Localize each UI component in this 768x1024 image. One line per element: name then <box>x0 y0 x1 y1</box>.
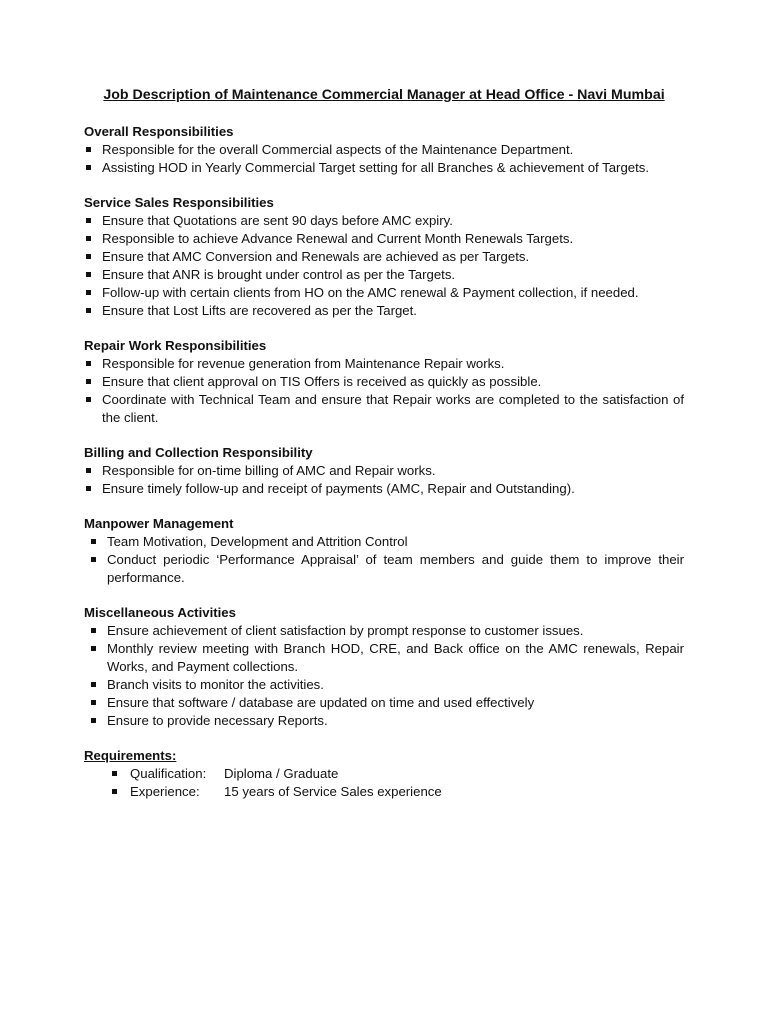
list-item <box>84 622 684 640</box>
list-item-text: Responsible for the overall Commercial aspects of the Maintenance Department. <box>102 142 574 157</box>
list-item <box>84 676 684 694</box>
section-heading: Manpower Management <box>84 516 234 531</box>
list-item-text: Responsible for on-time billing of AMC and Repair works. <box>102 463 436 478</box>
list-item <box>84 640 684 676</box>
list-item-text: Conduct periodic ‘Performance Appraisal’ of team members and guide them to improve their performance. <box>107 552 684 585</box>
square-bullet-icon <box>86 486 91 491</box>
section-heading: Miscellaneous Activities <box>84 605 236 620</box>
square-bullet-icon <box>91 628 96 633</box>
section-heading: Billing and Collection Responsibility <box>84 445 313 460</box>
list-item <box>84 159 684 177</box>
section-heading: Service Sales Responsibilities <box>84 195 274 210</box>
list-item <box>84 141 684 159</box>
list-item <box>84 391 684 427</box>
square-bullet-icon <box>86 308 91 313</box>
bullet-list <box>84 533 684 587</box>
bullet-list <box>84 462 684 498</box>
section-miscellaneous-activities <box>84 604 684 730</box>
square-bullet-icon <box>86 468 91 473</box>
requirement-label: Experience: <box>130 784 200 799</box>
list-item <box>84 694 684 712</box>
list-item-text: Ensure that ANR is brought under control as per the Targets. <box>102 267 456 282</box>
square-bullet-icon <box>86 272 91 277</box>
list-item <box>84 373 684 391</box>
list-item-text: Ensure that client approval on TIS Offers is received as quickly as possible. <box>102 374 542 389</box>
list-item-text: Ensure that software / database are updated on time and used effectively <box>107 695 535 710</box>
section-repair-work-responsibilities <box>84 337 684 427</box>
square-bullet-icon <box>86 254 91 259</box>
square-bullet-icon <box>86 147 91 152</box>
bullet-list <box>84 355 684 427</box>
list-item <box>84 551 684 587</box>
square-bullet-icon <box>86 361 91 366</box>
list-item-text: Assisting HOD in Yearly Commercial Target setting for all Branches & achievement of Targets. <box>102 160 650 175</box>
square-bullet-icon <box>112 789 117 794</box>
bullet-list <box>84 212 684 320</box>
square-bullet-icon <box>112 771 117 776</box>
list-item <box>84 248 684 266</box>
section-overall-responsibilities <box>84 123 684 177</box>
list-item <box>84 355 684 373</box>
list-item-text: Team Motivation, Development and Attrition Control <box>107 534 408 549</box>
square-bullet-icon <box>86 290 91 295</box>
requirement-item <box>108 765 684 783</box>
section-billing-and-collection <box>84 444 684 498</box>
list-item-text: Branch visits to monitor the activities. <box>107 677 324 692</box>
list-item-text: Responsible to achieve Advance Renewal and Current Month Renewals Targets. <box>102 231 574 246</box>
list-item-text: Coordinate with Technical Team and ensure that Repair works are completed to the satisfaction of the client. <box>102 392 684 425</box>
section-service-sales-responsibilities <box>84 194 684 320</box>
square-bullet-icon <box>91 700 96 705</box>
requirement-item <box>108 783 684 801</box>
requirement-label: Qualification: <box>130 766 207 781</box>
square-bullet-icon <box>91 539 96 544</box>
requirement-value: 15 years of Service Sales experience <box>224 784 442 799</box>
list-item <box>84 230 684 248</box>
square-bullet-icon <box>86 218 91 223</box>
list-item <box>84 533 684 551</box>
list-item-text: Follow-up with certain clients from HO on the AMC renewal & Payment collection, if needed. <box>102 285 639 300</box>
square-bullet-icon <box>86 236 91 241</box>
list-item-text: Ensure to provide necessary Reports. <box>107 713 328 728</box>
bullet-list <box>84 141 684 177</box>
square-bullet-icon <box>86 165 91 170</box>
section-manpower-management <box>84 515 684 587</box>
square-bullet-icon <box>86 379 91 384</box>
list-item <box>84 712 684 730</box>
requirement-value: Diploma / Graduate <box>224 766 339 781</box>
section-heading: Overall Responsibilities <box>84 124 234 139</box>
list-item <box>84 266 684 284</box>
requirements-list <box>84 765 684 801</box>
section-heading: Repair Work Responsibilities <box>84 338 267 353</box>
list-item-text: Ensure that Quotations are sent 90 days before AMC expiry. <box>102 213 453 228</box>
list-item-text: Ensure that AMC Conversion and Renewals are achieved as per Targets. <box>102 249 530 264</box>
list-item-text: Ensure achievement of client satisfaction by prompt response to customer issues. <box>107 623 584 638</box>
list-item-text: Monthly review meeting with Branch HOD, CRE, and Back office on the AMC renewals, Repair Works, and Payment collections. <box>107 641 684 674</box>
section-requirements <box>84 747 684 801</box>
list-item <box>84 462 684 480</box>
square-bullet-icon <box>91 718 96 723</box>
list-item-text: Responsible for revenue generation from Maintenance Repair works. <box>102 356 505 371</box>
square-bullet-icon <box>86 397 91 402</box>
list-item <box>84 212 684 230</box>
square-bullet-icon <box>91 682 96 687</box>
list-item-text: Ensure timely follow-up and receipt of payments (AMC, Repair and Outstanding). <box>102 481 575 496</box>
requirements-heading: Requirements: <box>84 748 177 763</box>
square-bullet-icon <box>91 646 96 651</box>
list-item-text: Ensure that Lost Lifts are recovered as per the Target. <box>102 303 417 318</box>
list-item <box>84 302 684 320</box>
document-title: Job Description of Maintenance Commercial Manager at Head Office - Navi Mumbai <box>103 87 665 103</box>
bullet-list <box>84 622 684 730</box>
list-item <box>84 480 684 498</box>
list-item <box>84 284 684 302</box>
square-bullet-icon <box>91 557 96 562</box>
